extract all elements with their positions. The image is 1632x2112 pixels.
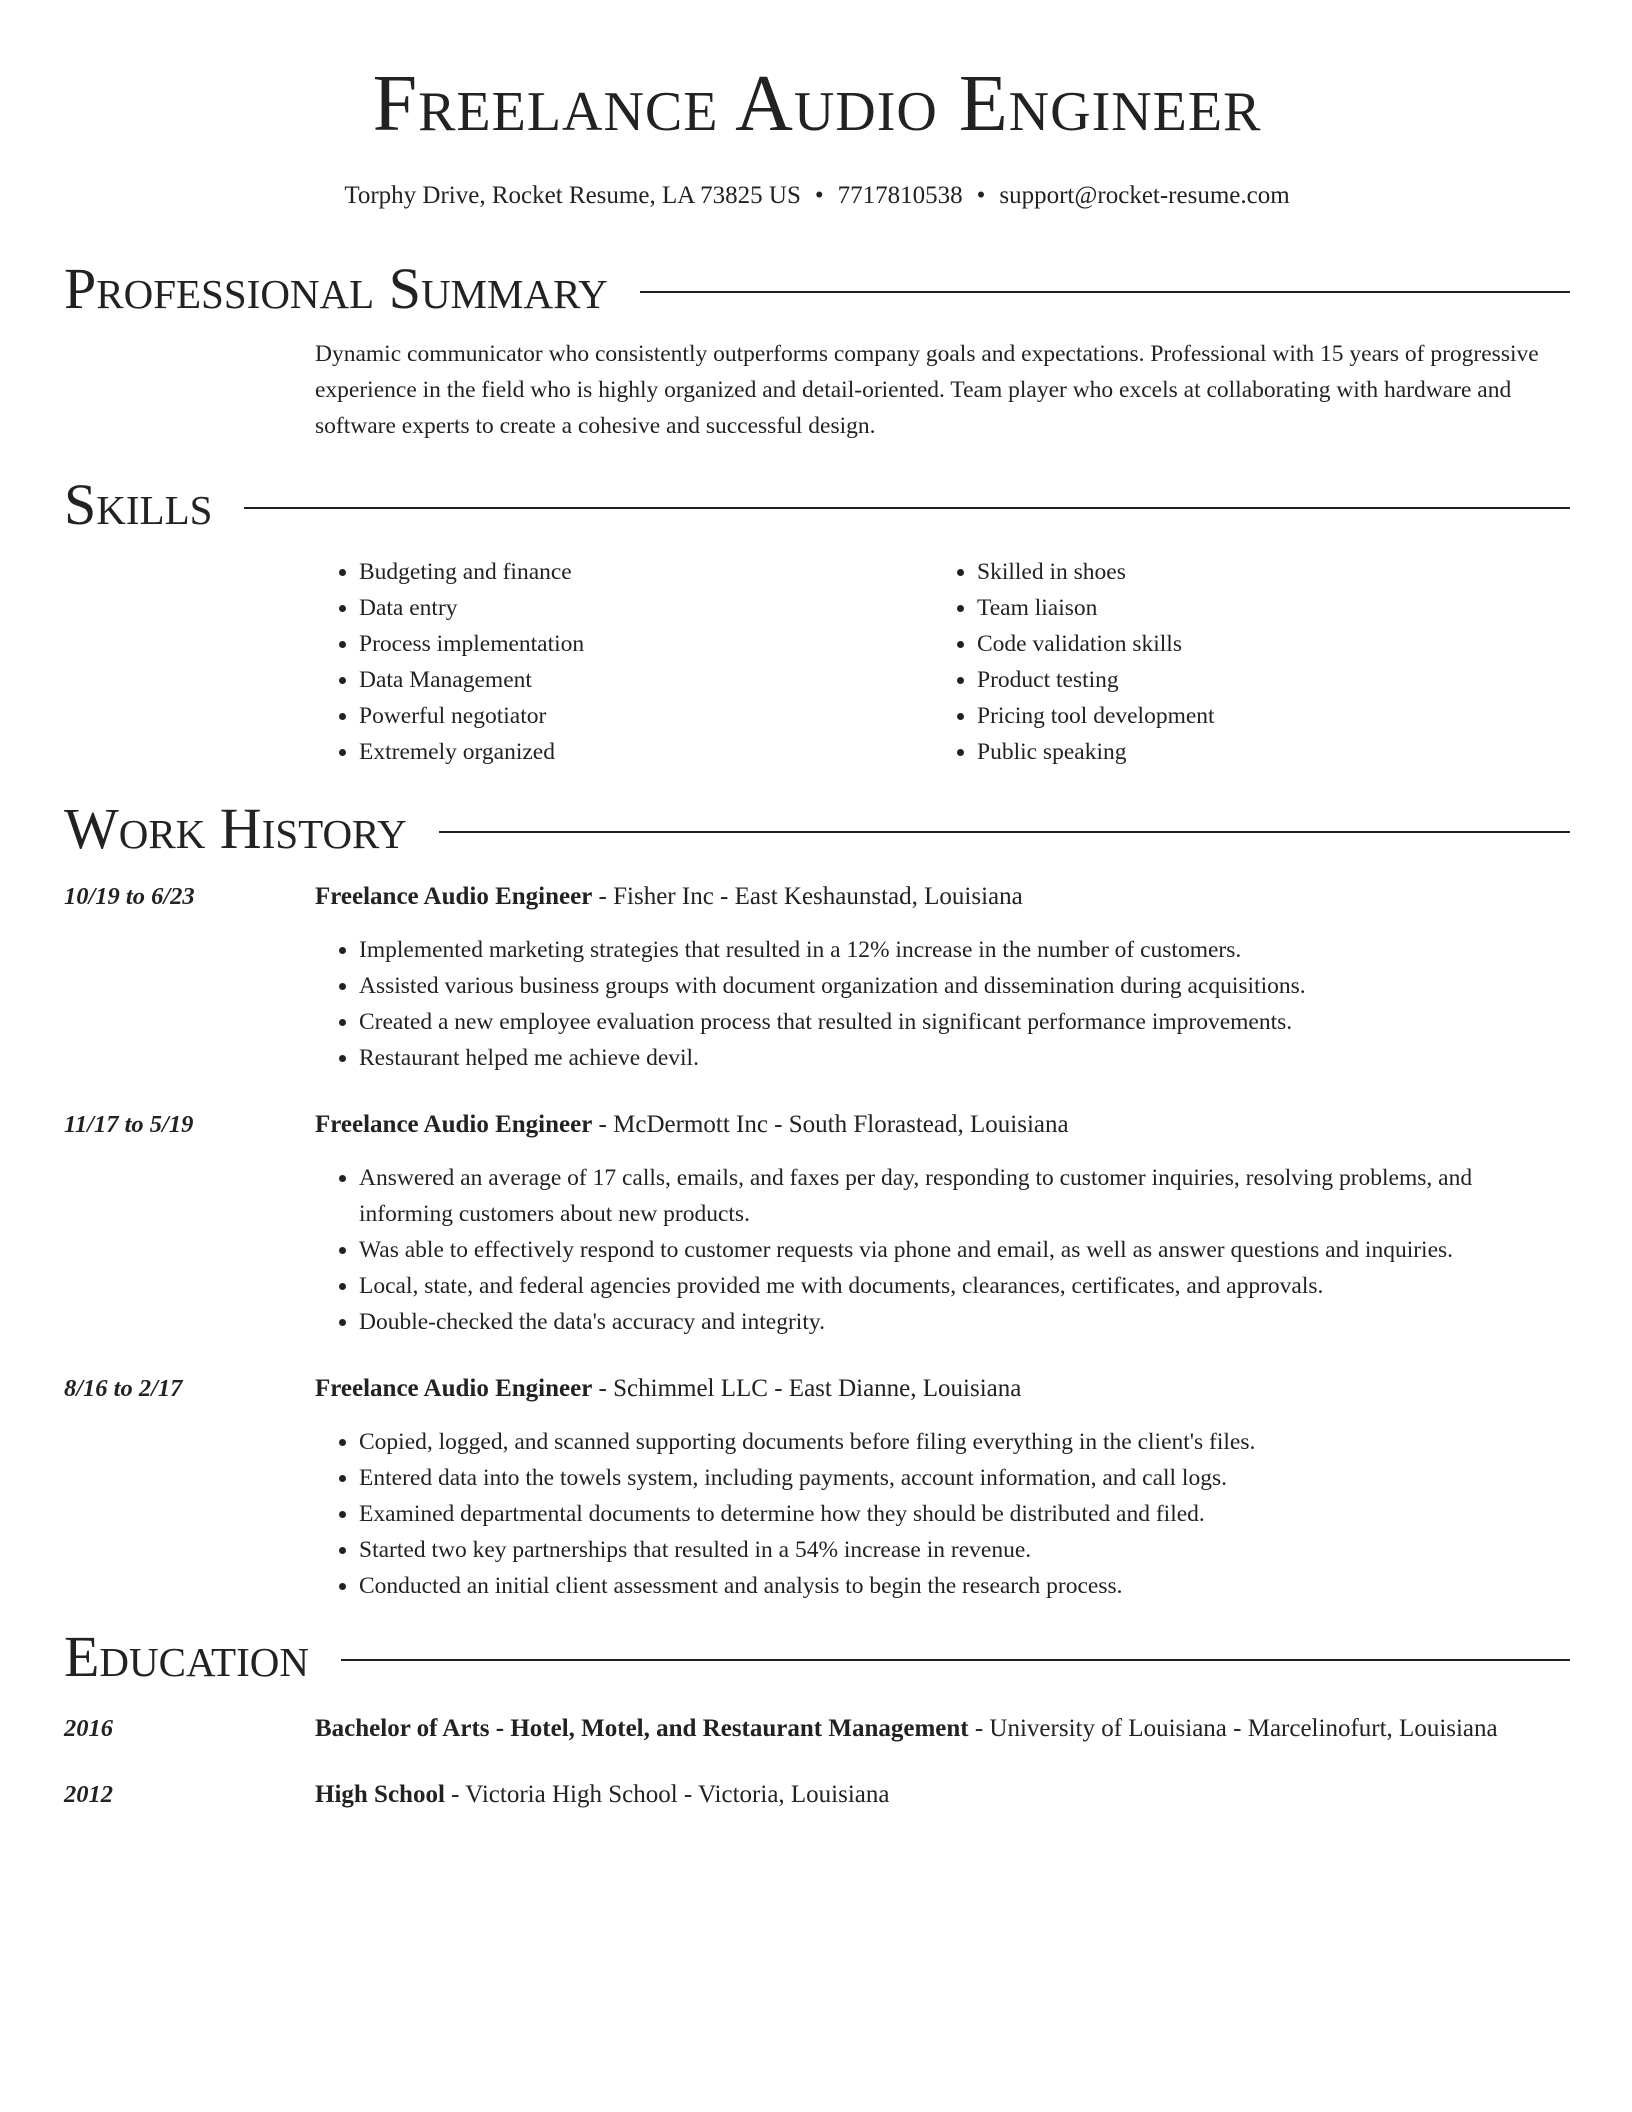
- skill-item: • Data Management: [359, 662, 933, 698]
- skill-item: • Process implementation: [359, 626, 933, 662]
- section-title-skills: Skills: [64, 472, 213, 537]
- work-bullet: • Double-checked the data's accuracy and integrity.: [359, 1304, 1570, 1340]
- work-entry: [64, 1106, 1570, 1340]
- section-divider: [640, 291, 1570, 293]
- contact-separator: •: [976, 182, 986, 209]
- work-content: [315, 878, 1570, 1076]
- section-title-work: Work History: [64, 796, 407, 861]
- skills-list: [315, 554, 1570, 770]
- section-divider: [341, 1659, 1570, 1661]
- work-company: - Fisher Inc - East Keshaunstad, Louisiana: [592, 883, 1023, 910]
- education-degree: Bachelor of Arts - Hotel, Motel, and Restaurant Management: [315, 1715, 969, 1742]
- work-bullet: • Implemented marketing strategies that resulted in a 12% increase in the number of customers.: [359, 932, 1570, 968]
- education-entry: [64, 1776, 1570, 1814]
- resume-name: Freelance Audio Engineer: [372, 60, 1262, 148]
- section-header-education: [64, 1624, 1570, 1690]
- work-content: [315, 1106, 1570, 1340]
- work-bullet: • Restaurant helped me achieve devil.: [359, 1040, 1570, 1076]
- work-company: - Schimmel LLC - East Dianne, Louisiana: [592, 1375, 1022, 1402]
- section-divider: [439, 831, 1570, 833]
- section-title-summary: Professional Summary: [64, 256, 608, 321]
- section-header-skills: [64, 472, 1570, 538]
- work-bullet: • Local, state, and federal agencies provided me with documents, clearances, certificates, and approvals.: [359, 1268, 1570, 1304]
- work-bullet: • Was able to effectively respond to customer requests via phone and email, as well as answer questions and inquiries.: [359, 1232, 1570, 1268]
- skill-item: • Pricing tool development: [977, 698, 1551, 734]
- work-heading: [315, 1106, 1570, 1144]
- contact-separator: •: [814, 182, 824, 209]
- skill-item: • Team liaison: [977, 590, 1551, 626]
- work-bullet: • Assisted various business groups with document organization and dissemination during acquisitions.: [359, 968, 1570, 1004]
- work-bullet: • Entered data into the towels system, including payments, account information, and call logs.: [359, 1460, 1570, 1496]
- skill-item: • Code validation skills: [977, 626, 1551, 662]
- education-school: - Victoria High School - Victoria, Louisiana: [444, 1781, 890, 1808]
- work-title: Freelance Audio Engineer: [315, 883, 593, 910]
- work-bullet: • Conducted an initial client assessment and analysis to begin the research process.: [359, 1568, 1570, 1604]
- work-bullets: [315, 1160, 1570, 1340]
- work-company: - McDermott Inc - South Florastead, Louisiana: [592, 1111, 1069, 1138]
- education-content: [315, 1710, 1570, 1748]
- skills-column-right: [933, 554, 1551, 770]
- education-heading: [315, 1776, 1570, 1813]
- work-heading: [315, 878, 1570, 916]
- work-bullet: • Started two key partnerships that resulted in a 54% increase in revenue.: [359, 1532, 1570, 1568]
- contact-email: support@rocket-resume.com: [999, 182, 1290, 209]
- work-title: Freelance Audio Engineer: [315, 1375, 593, 1402]
- skill-item: • Extremely organized: [359, 734, 933, 770]
- work-dates: 8/16 to 2/17: [64, 1375, 183, 1402]
- work-heading: [315, 1370, 1570, 1408]
- education-entry: [64, 1710, 1570, 1748]
- section-title-education: Education: [64, 1624, 309, 1689]
- work-title: Freelance Audio Engineer: [315, 1111, 593, 1138]
- work-bullets: [315, 932, 1570, 1076]
- skill-item: • Powerful negotiator: [359, 698, 933, 734]
- skill-item: • Product testing: [977, 662, 1551, 698]
- education-year: 2016: [64, 1715, 113, 1742]
- skill-item: • Data entry: [359, 590, 933, 626]
- education-school: - University of Louisiana - Marcelinofurt, Louisiana: [968, 1715, 1498, 1742]
- education-year: 2012: [64, 1781, 113, 1808]
- education-heading: [315, 1710, 1570, 1747]
- education-degree: High School: [315, 1781, 445, 1808]
- skill-item: • Public speaking: [977, 734, 1551, 770]
- work-content: [315, 1370, 1570, 1604]
- summary-paragraph: Dynamic communicator who consistently outperforms company goals and expectations. Professional with 15 years of progressive experience in the field who is highly organized and detail-oriented. Team player who excels at collaborating with hardware and software experts to create a cohesive and successful design.: [315, 341, 1539, 439]
- work-bullet: • Examined departmental documents to determine how they should be distributed and filed.: [359, 1496, 1570, 1532]
- work-bullets: [315, 1424, 1570, 1604]
- section-header-work: [64, 796, 1570, 862]
- work-bullet: • Created a new employee evaluation process that resulted in significant performance improvements.: [359, 1004, 1570, 1040]
- education-content: [315, 1776, 1570, 1814]
- work-bullet: • Copied, logged, and scanned supporting documents before filing everything in the client's files.: [359, 1424, 1570, 1460]
- work-dates: 10/19 to 6/23: [64, 883, 195, 910]
- skill-item: • Budgeting and finance: [359, 554, 933, 590]
- resume-page: [64, 0, 1570, 1814]
- work-entry: [64, 878, 1570, 1076]
- skill-item: • Skilled in shoes: [977, 554, 1551, 590]
- work-entry: [64, 1370, 1570, 1604]
- section-header-summary: [64, 256, 1570, 322]
- skills-column-left: [315, 554, 933, 770]
- contact-line: [64, 180, 1570, 212]
- work-dates: 11/17 to 5/19: [64, 1111, 194, 1138]
- contact-address: Torphy Drive, Rocket Resume, LA 73825 US: [344, 182, 801, 209]
- work-bullet: • Answered an average of 17 calls, emails, and faxes per day, responding to customer inquiries, resolving problems, and informing customers about new products.: [359, 1160, 1570, 1232]
- contact-phone: 7717810538: [837, 182, 963, 209]
- section-divider: [244, 507, 1570, 509]
